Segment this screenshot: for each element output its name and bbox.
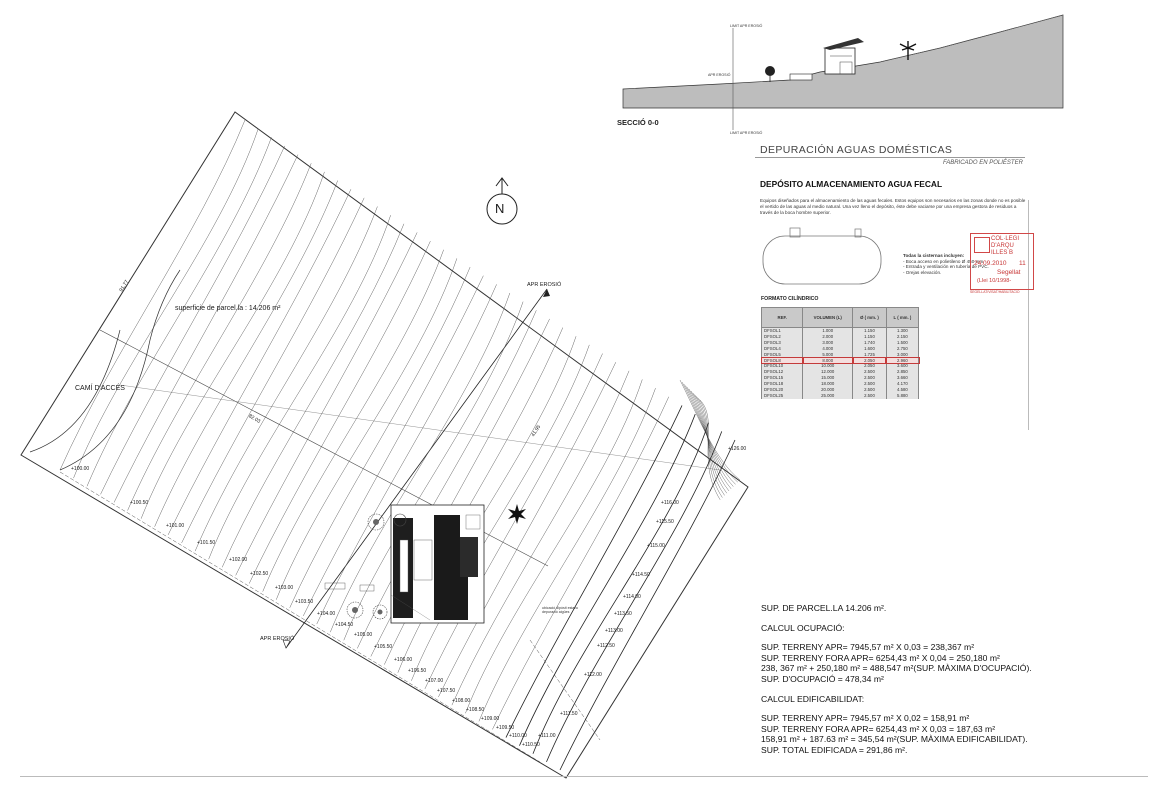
table-cell: 20.000 — [803, 387, 853, 393]
section-title: SECCIÓ 0-0 — [617, 118, 659, 127]
stamp-line: D'ARQU — [991, 243, 1014, 249]
table-cell: 2.500 — [853, 381, 887, 387]
elevation-label: +109.00 — [481, 716, 500, 722]
buildability-line: SUP. TOTAL EDIFICADA = 291,86 m². — [761, 744, 908, 755]
elevation-label: +105.50 — [374, 644, 393, 650]
elevation-label: +100.00 — [71, 466, 90, 472]
buildability-line: SUP. TERRENY FORA APR= 6254,43 m² X 0,03 = 187,63 m² — [761, 723, 996, 734]
elevation-label: +104.00 — [317, 611, 336, 617]
elevation-label: +107.00 — [425, 678, 444, 684]
table-cell: DFSOL12 — [762, 369, 803, 375]
elevation-label: +108.00 — [452, 698, 471, 704]
occupation-line: 238, 367 m² + 250,180 m² = 488,547 m²(SUP. MÀXIMA D'OCUPACIÓ). — [761, 663, 1032, 674]
elevation-label: +103.00 — [275, 585, 294, 591]
table-cell: 4.170 — [886, 381, 918, 387]
stamp-line: ILLES B — [991, 250, 1014, 256]
table-cell: 5.880 — [886, 393, 918, 399]
access-road-label: CAMÍ D'ACCÉS — [75, 385, 125, 392]
table-header: VOLUMEN (L) — [803, 308, 853, 328]
calculations-block — [761, 603, 1032, 756]
table-cell: 3.660 — [886, 375, 918, 381]
elevation-label: +115.00 — [647, 543, 665, 549]
table-cell: 5.000 — [803, 352, 853, 358]
product-title: DEPÓSITO ALMACENAMIENTO AGUA FECAL — [760, 179, 943, 189]
parcel-area-label: superficie de parcel.la : 14.206 m² — [175, 305, 281, 312]
table-cell: 1.000 — [803, 328, 853, 334]
contour-line — [684, 384, 735, 484]
stamp-date: 24.09.2010 — [974, 260, 1007, 267]
apr-label-bottom: APR EROSIÓ — [260, 636, 295, 642]
table-cell: 10.000 — [803, 363, 853, 369]
format-label: FORMATO CILÍNDRICO — [761, 296, 819, 302]
spec-table — [761, 307, 919, 399]
elevation-label: +100.50 — [130, 500, 149, 506]
table-cell: 2.960 — [886, 358, 918, 364]
table-cell: 2.050 — [853, 363, 887, 369]
table-cell: 1.600 — [853, 346, 887, 352]
occupation-line: SUP. TERRENY APR= 7945,57 m² X 0,03 = 238,367 m² — [761, 642, 975, 653]
elevation-label: +112.50 — [597, 643, 615, 649]
college-stamp — [970, 233, 1034, 290]
elevation-label: +113.50 — [614, 611, 632, 617]
elevation-label: +113.00 — [605, 628, 623, 634]
table-cell: 2.500 — [853, 387, 887, 393]
table-cell: 2.500 — [853, 393, 887, 399]
contour-line — [492, 397, 668, 730]
table-cell: DFSOL25 — [762, 393, 803, 399]
elevation-label: +104.50 — [335, 622, 354, 628]
stamp-line: COL·LEGI — [991, 236, 1020, 242]
table-cell: DFSOL20 — [762, 387, 803, 393]
table-cell: DFSOL5 — [762, 352, 803, 358]
table-header-row — [762, 308, 919, 328]
table-cell: 3.600 — [886, 363, 918, 369]
brochure-subtitle: FABRICADO EN POLIÉSTER — [943, 160, 1023, 166]
boundary-dim: 82.03 — [247, 413, 262, 425]
table-cell: 2.850 — [886, 369, 918, 375]
table-cell: 1.725 — [853, 352, 887, 358]
elevation-label: +106.00 — [394, 657, 413, 663]
table-header: REF. — [762, 308, 803, 328]
includes-item: - Orejas elevación. — [903, 269, 942, 275]
table-cell: 3.000 — [803, 340, 853, 346]
boundary-dim: 91.77 — [118, 279, 131, 293]
boundary-dim: 41.95 — [530, 424, 543, 438]
includes-item: - Entrada y ventilación en tubería de PVC. — [903, 264, 989, 270]
elevation-label: +105.00 — [354, 632, 373, 638]
table-header: L ( mm. ) — [886, 308, 918, 328]
table-cell: 3.000 — [886, 352, 918, 358]
table-cell: 1.500 — [886, 340, 918, 346]
section-label-mid: APR EROSIÓ — [708, 73, 731, 77]
elevation-label: +111.00 — [538, 733, 556, 739]
occupation-title: CALCUL OCUPACIÓ: — [761, 622, 845, 633]
elevation-label: +114.50 — [632, 572, 650, 578]
elevation-label: +103.50 — [295, 599, 314, 605]
section-label-top: LIMIT APR EROSIÓ — [730, 24, 763, 28]
bottom-rule — [20, 776, 1148, 777]
elevation-label: +110.50 — [522, 742, 540, 748]
table-cell: DFSOL3 — [762, 340, 803, 346]
contour-line — [506, 405, 682, 737]
elevation-label: +101.00 — [166, 523, 185, 529]
includes-title: Todas la cisternas incluyen: — [903, 253, 965, 258]
brochure-title: DEPURACIÓN AGUAS DOMÉSTICAS — [760, 144, 953, 156]
device-note: ubicació dipòsit estanc depuració aigües — [542, 606, 579, 615]
parcel-surface: SUP. DE PARCEL.LA 14.206 m². — [761, 603, 887, 613]
table-cell: 2.050 — [853, 358, 887, 364]
section-label-bottom: LIMIT APR EROSIÓ — [730, 131, 763, 135]
table-row — [762, 393, 919, 399]
table-cell: 1.740 — [853, 340, 887, 346]
table-cell: 2.750 — [886, 346, 918, 352]
table-header: Ø ( mm. ) — [853, 308, 887, 328]
elevation-label: +116.00 — [661, 500, 679, 506]
table-cell: DFSOL8 — [762, 358, 803, 364]
table-cell: 1.150 — [853, 334, 887, 340]
elevation-label: +102.00 — [229, 557, 248, 563]
table-cell: 2.500 — [853, 369, 887, 375]
elevation-label: +107.50 — [437, 688, 456, 694]
buildability-line: 158,91 m² + 187.63 m² = 345,54 m²(SUP. MÀXIMA EDIFICABILIDAT). — [761, 734, 1028, 745]
includes-item: - Boca acceso en polietileno Ø 450 mm. — [903, 258, 985, 264]
occupation-line: SUP. TERRENY FORA APR= 6254,43 m² X 0,04 = 250,180 m² — [761, 652, 1000, 663]
contour-line — [479, 388, 656, 721]
tree-icon — [368, 514, 384, 530]
stamp-number: 11 — [1019, 260, 1026, 267]
tree-icon — [347, 602, 363, 618]
elevation-label: +108.50 — [466, 707, 485, 713]
north-label: N — [495, 201, 505, 216]
table-cell: DFSOL10 — [762, 363, 803, 369]
table-cell: 18.000 — [803, 381, 853, 387]
apr-label-top: APR EROSIÓ — [527, 282, 562, 288]
elevation-label: +111.50 — [560, 711, 578, 717]
table-cell: 8.000 — [803, 358, 853, 364]
table-cell: 2.150 — [886, 334, 918, 340]
elevation-label: +114.00 — [623, 594, 641, 600]
table-cell: 2.000 — [803, 334, 853, 340]
table-cell: 25.000 — [803, 393, 853, 399]
table-cell: 2.500 — [853, 375, 887, 381]
elevation-label: +110.00 — [509, 733, 527, 739]
stamp-visa: Segellat — [997, 269, 1021, 276]
building-footprint — [391, 505, 484, 623]
table-cell: 4.000 — [803, 346, 853, 352]
table-cell: 1.150 — [853, 328, 887, 334]
stamp-law: (Llei 10/1998- — [977, 278, 1012, 284]
table-cell: DFSOL4 — [762, 346, 803, 352]
table-cell: 1.300 — [886, 328, 918, 334]
buildability-title: CALCUL EDIFICABILIDAT: — [761, 693, 865, 704]
elevation-label: +126.00 — [728, 446, 747, 452]
table-cell: 12.000 — [803, 369, 853, 375]
table-cell: DFSOL1 — [762, 328, 803, 334]
elevation-label: +102.50 — [250, 571, 269, 577]
product-description: Equipos diseñados para el almacenamiento de las aguas fecales. Estos equipos son necesarios en las zonas donde no es posible el vertido de las aguas al medio natural. Una vez lleno el depósito, éste debe vaciarse por una empresa gestora de residuos a través de la boca hombre superior. — [760, 198, 1026, 215]
tank-icon — [325, 583, 345, 589]
elevation-label: +112.00 — [584, 672, 602, 678]
table-cell: DFSOL15 — [762, 375, 803, 381]
contour-line — [519, 414, 695, 746]
occupation-line: SUP. D'OCUPACIÓ = 478,34 m² — [761, 673, 884, 684]
table-cell: DFSOL2 — [762, 334, 803, 340]
table-cell: 15.000 — [803, 375, 853, 381]
table-cell: 4.580 — [886, 387, 918, 393]
elevation-label: +101.50 — [197, 540, 216, 546]
table-cell: DFSOL18 — [762, 381, 803, 387]
stamp-footer: SEGELLAT/VISAT/HABILITACIO — [970, 290, 1020, 294]
palm-tree-icon — [508, 504, 526, 524]
elevation-label: +115.50 — [656, 519, 674, 525]
elevation-label: +106.50 — [408, 668, 427, 674]
elevation-label: +109.50 — [496, 725, 515, 731]
buildability-line: SUP. TERRENY APR= 7945,57 m² X 0,02 = 158,91 m² — [761, 713, 970, 724]
contour-line — [700, 400, 720, 500]
